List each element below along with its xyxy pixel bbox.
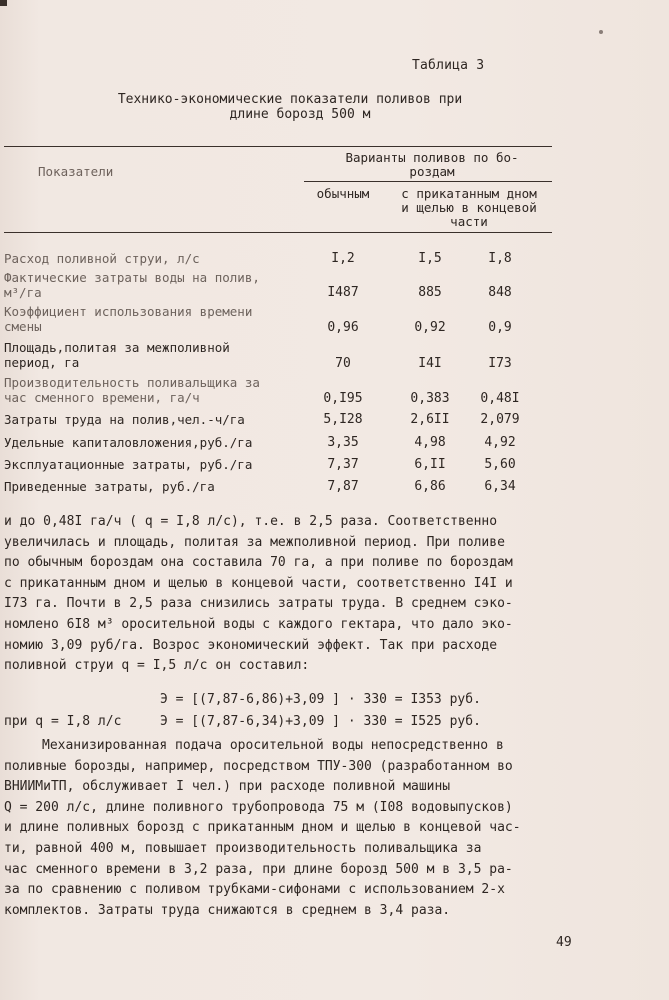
header-indicators: Показатели <box>38 164 114 179</box>
table-title-line-1: Технико-экономические показатели поливов при <box>117 92 463 107</box>
table-cell: I73 <box>488 356 512 371</box>
table-cell: I,8 <box>488 251 512 266</box>
header-variants <box>318 151 546 179</box>
table-cell: 5,I28 <box>323 412 363 427</box>
table-row-label: Приведенные затраты, руб./га <box>4 479 215 494</box>
table-title-line-2: длине борозд 500 м <box>229 107 371 122</box>
table-cell: 6,86 <box>414 479 446 494</box>
formula-2-condition: при q = I,8 л/с <box>4 714 122 729</box>
table-title <box>60 92 520 122</box>
table-cell: 0,383 <box>410 391 450 406</box>
formula-2: Э = [(7,87-6,34)+3,09 ] · 330 = I525 руб. <box>160 714 481 729</box>
table-cell: 4,98 <box>414 435 446 450</box>
table-cell: 0,96 <box>327 320 359 335</box>
text-line: поливной струи q = I,5 л/с он составил: <box>4 658 310 674</box>
text-line: с прикатанным дном и щелью в концевой части, соответственно I4I и <box>4 575 513 591</box>
table-row-label: Площадь,политая за межполивной период, га <box>4 340 230 370</box>
table-cell: 6,34 <box>484 479 516 494</box>
text-line: поливные борозды, например, посредством ТПУ-300 (разработанном во <box>4 758 513 774</box>
table-cell: I4I <box>418 356 442 371</box>
header-variants-line-2: роздам <box>409 164 455 179</box>
table-cell: 3,35 <box>327 435 359 450</box>
text-line: и длине поливных борозд с прикатанным дном и щелью в концевой час- <box>4 820 521 836</box>
table-cell: 885 <box>418 285 442 300</box>
table-cell: 4,92 <box>484 435 516 450</box>
header-col-compacted-line-2: и щелью в концевой <box>401 200 537 215</box>
text-line: за по сравнению с поливом трубками-сифонами с использованием 2-х <box>4 882 505 898</box>
table-number: Таблица 3 <box>412 58 485 73</box>
text-line: и до 0,48I га/ч ( q = I,8 л/с), т.е. в 2,5 раза. Соответственно <box>4 514 498 529</box>
table-row-label: Удельные капиталовложения,руб./га <box>4 435 253 450</box>
table-header-bottom-rule <box>4 232 552 233</box>
table-cell: I,5 <box>418 251 442 266</box>
text-line: номию 3,09 руб/га. Возрос экономический эффект. Так при расходе <box>4 637 498 653</box>
table-cell: 2,6II <box>410 412 450 427</box>
table-row-label: Расход поливной струи, л/с <box>4 251 200 266</box>
table-cell: 7,37 <box>327 457 359 472</box>
table-row-label: Затраты труда на полив,чел.-ч/га <box>4 412 245 427</box>
table-cell: 6,II <box>414 457 446 472</box>
formula-1: Э = [(7,87-6,86)+3,09 ] · 330 = I353 руб. <box>160 692 481 707</box>
text-line: Q = 200 л/с, длине поливного трубопровода 75 м (I08 водовыпусков) <box>4 799 513 815</box>
header-col-compacted-line-1: с прикатанным дном <box>401 186 537 201</box>
table-top-rule <box>4 146 552 147</box>
scan-mark <box>0 0 7 6</box>
header-col-ordinary: обычным <box>316 186 370 201</box>
header-variants-line-1: Варианты поливов по бо- <box>345 150 519 165</box>
text-line: номлено 6I8 м³ оросительной воды с каждого гектара, что дало эко- <box>4 616 513 632</box>
table-cell: 0,9 <box>488 320 512 335</box>
table-cell: I487 <box>327 285 359 300</box>
text-line: ВНИИМиТП, обслуживает I чел.) при расходе поливной машины <box>4 779 451 795</box>
table-cell: 5,60 <box>484 457 516 472</box>
table-cell: 7,87 <box>327 479 359 494</box>
table-cell: 0,48I <box>480 391 520 406</box>
body-paragraph-2 <box>4 736 644 921</box>
text-line: увеличилась и площадь, политая за межполивной период. При поливе <box>4 534 505 550</box>
table-row-label: Производительность поливальщика за час сменного времени, га/ч <box>4 375 260 405</box>
text-line: I73 га. Почти в 2,5 раза снизились затраты труда. В среднем сэко- <box>4 596 513 612</box>
table-row-label: Фактические затраты воды на полив, м³/га <box>4 270 260 300</box>
table-group-rule <box>304 181 552 182</box>
body-paragraph-1 <box>4 512 644 677</box>
table-cell: 0,92 <box>414 320 446 335</box>
header-col-compacted <box>386 187 552 229</box>
text-line: по обычным бороздам она составила 70 га, а при поливе по бороздам <box>4 555 513 571</box>
table-cell: 0,I95 <box>323 391 363 406</box>
text-line: комплектов. Затраты труда снижаются в среднем в 3,4 раза. <box>4 902 451 918</box>
text-line: Механизированная подача оросительной воды непосредственно в <box>42 738 504 753</box>
table-row-label: Коэффициент использования времени смены <box>4 304 253 334</box>
table-cell: 2,079 <box>480 412 520 427</box>
page-number: 49 <box>556 935 572 950</box>
table-cell: 848 <box>488 285 512 300</box>
table-cell: I,2 <box>331 251 355 266</box>
text-line: час сменного времени в 3,2 раза, при длине борозд 500 м в 3,5 ра- <box>4 861 513 877</box>
table-cell: 70 <box>335 356 351 371</box>
table-row-label: Эксплуатационные затраты, руб./га <box>4 457 253 472</box>
text-line: ти, равной 400 м, повышает производительность поливальщика за <box>4 840 482 856</box>
header-col-compacted-line-3: части <box>450 214 488 229</box>
scan-speck <box>599 30 603 34</box>
